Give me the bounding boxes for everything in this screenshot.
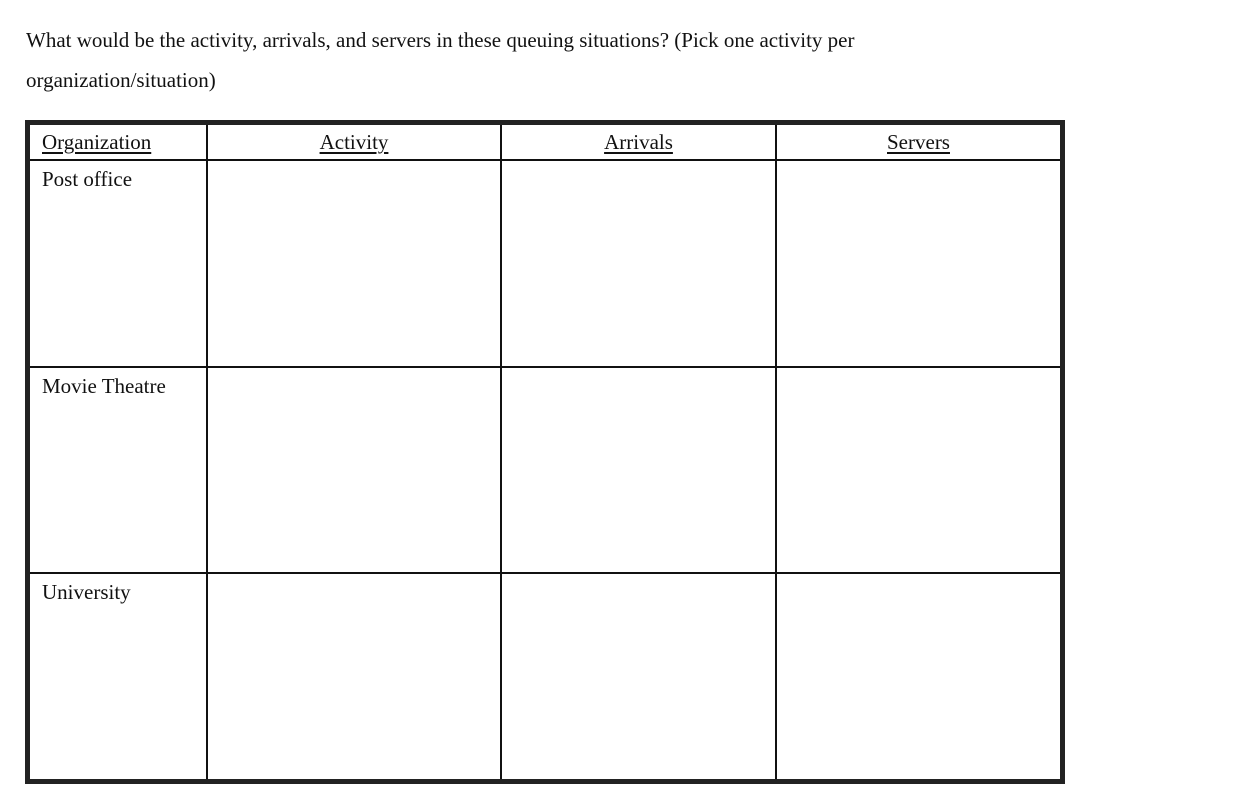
servers-cell[interactable]	[776, 367, 1060, 574]
organization-cell	[30, 367, 207, 574]
servers-cell[interactable]	[776, 573, 1060, 779]
organization-cell	[30, 160, 207, 367]
organization-label: Post office	[42, 167, 133, 192]
arrivals-cell[interactable]	[501, 367, 776, 574]
question-line-2: organization/situation)	[26, 68, 216, 92]
table-header-row	[30, 125, 1060, 160]
activity-cell[interactable]	[207, 367, 501, 574]
organization-label: University	[42, 580, 131, 605]
arrivals-cell[interactable]	[501, 573, 776, 779]
queuing-table	[25, 120, 1065, 784]
activity-cell[interactable]	[207, 573, 501, 779]
arrivals-cell[interactable]	[501, 160, 776, 367]
header-organization: Organization	[30, 125, 207, 160]
header-arrivals: Arrivals	[501, 125, 776, 160]
table-row-movie-theatre	[30, 367, 1060, 574]
queuing-table-grid	[30, 125, 1060, 779]
header-activity: Activity	[207, 125, 501, 160]
question-line-1: What would be the activity, arrivals, and servers in these queuing situations? (Pick one activity per	[26, 28, 855, 52]
organization-cell	[30, 573, 207, 779]
organization-label: Movie Theatre	[42, 373, 166, 398]
table-row-post-office	[30, 160, 1060, 367]
activity-cell[interactable]	[207, 160, 501, 367]
table-row-university	[30, 573, 1060, 779]
servers-cell[interactable]	[776, 160, 1060, 367]
header-servers: Servers	[776, 125, 1060, 160]
question-prompt	[26, 20, 986, 100]
